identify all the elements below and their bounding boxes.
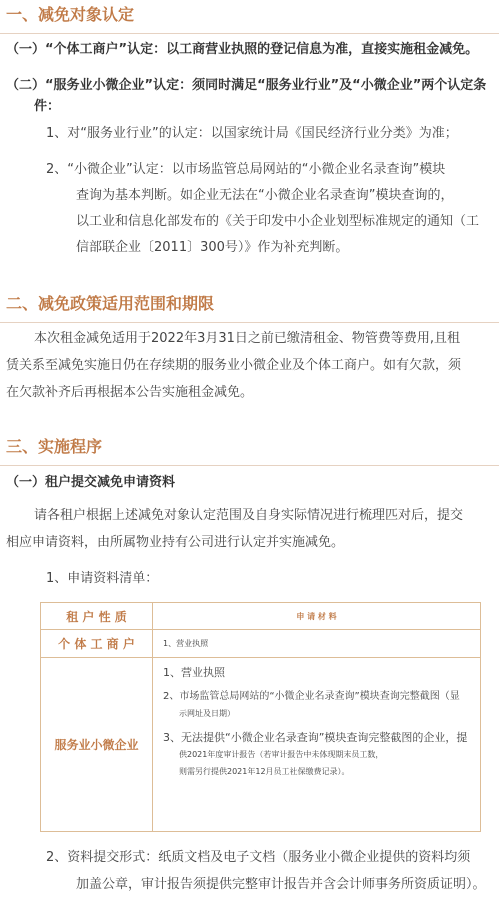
item-2-line-4: 信部联企业〔2011〕300号）》作为补充判断。 — [76, 240, 349, 255]
material-item-3 — [163, 729, 470, 780]
tenant-type-cell: 个 体 工 商 户 — [41, 630, 153, 657]
item-2-line-1: 2、“小微企业”认定：以市场监管总局网站的“小微企业名录查询”模块 — [46, 162, 446, 177]
submission-form-line-1: 2、资料提交形式：纸质文档及电子文档（服务业小微企业提供的资料均须 — [46, 850, 471, 865]
sec3-line-2: 相应申请资料，由所属物业持有公司进行认定并实施减免。 — [6, 535, 345, 550]
header-tenant-type: 租 户 性 质 — [41, 603, 153, 629]
section-title-3-text: 三、实施程序 — [6, 437, 103, 456]
sec2-line-3: 在欠款补齐后再根据本公告实施租金减免。 — [6, 385, 254, 400]
table-row — [41, 629, 480, 657]
material-item-2-line-2: 示网址及日期） — [179, 709, 235, 718]
section-title-3 — [0, 436, 499, 458]
table-row — [41, 657, 480, 831]
section-divider — [0, 465, 499, 466]
materials-cell — [153, 658, 480, 831]
sec3-line-1: 请各租户根据上述减免对象认定范围及自身实际情况进行梳理匹对后，提交 — [34, 508, 464, 523]
sec2-line-2: 赁关系至减免实施日仍在存续期的服务业小微企业及个体工商户。如有欠款，须 — [6, 358, 462, 373]
section-divider — [0, 322, 499, 323]
material-item-3-line-2: 供2021年度审计报告（若审计报告中未体现期末员工数， — [179, 750, 384, 759]
section-title-1-text: 一、减免对象认定 — [6, 5, 135, 24]
materials-cell: 1、营业执照 — [163, 639, 209, 648]
materials-table — [40, 602, 481, 832]
item-2-line-2: 查询为基本判断。如企业无法在“小微企业名录查询”模块查询的， — [76, 188, 454, 203]
paragraph-2-line-2: 件： — [34, 99, 61, 114]
list-title: 1、申请资料清单： — [46, 571, 159, 586]
submission-form-line-2: 加盖公章，审计报告须提供完整审计报告并含会计师事务所资质证明）。 — [76, 877, 486, 892]
section-title-2-text: 二、减免政策适用范围和期限 — [6, 294, 215, 313]
item-2-line-3: 以工业和信息化部发布的《关于印发中小企业划型标准规定的通知（工 — [76, 214, 480, 229]
paragraph-2-line-1: （二）“服务业小微企业”认定：须同时满足“服务业行业”及“小微企业”两个认定条 — [6, 78, 487, 93]
material-item-1: 1、营业执照 — [163, 666, 225, 679]
section-title-1 — [0, 4, 499, 26]
table-header-row — [41, 603, 480, 629]
paragraph-1: （一）“个体工商户”认定：以工商营业执照的登记信息为准，直接实施租金减免。 — [6, 42, 479, 57]
item-1: 1、对“服务业行业”的认定：以国家统计局《国民经济行业分类》为准； — [46, 126, 458, 141]
material-item-2 — [163, 688, 470, 722]
material-item-3-line-1: 3、无法提供“小微企业名录查询”模块查询完整截图的企业，提 — [163, 731, 468, 744]
sec2-line-1: 本次租金减免适用于2022年3月31日之前已缴清租金、物管费等费用,且租 — [34, 331, 461, 346]
material-item-2-line-1: 2、市场监管总局网站的“小微企业名录查询”模块查询完整截图（显 — [163, 691, 460, 702]
material-item-3-line-3: 则需另行提供2021年12月员工社保缴费记录）。 — [179, 767, 350, 776]
header-materials: 申 请 材 料 — [296, 611, 337, 621]
tenant-type-cell: 服务业小微企业 — [41, 658, 153, 831]
section-title-2 — [0, 293, 499, 315]
subsection-title: （一）租户提交减免申请资料 — [6, 475, 176, 490]
section-divider — [0, 33, 499, 34]
